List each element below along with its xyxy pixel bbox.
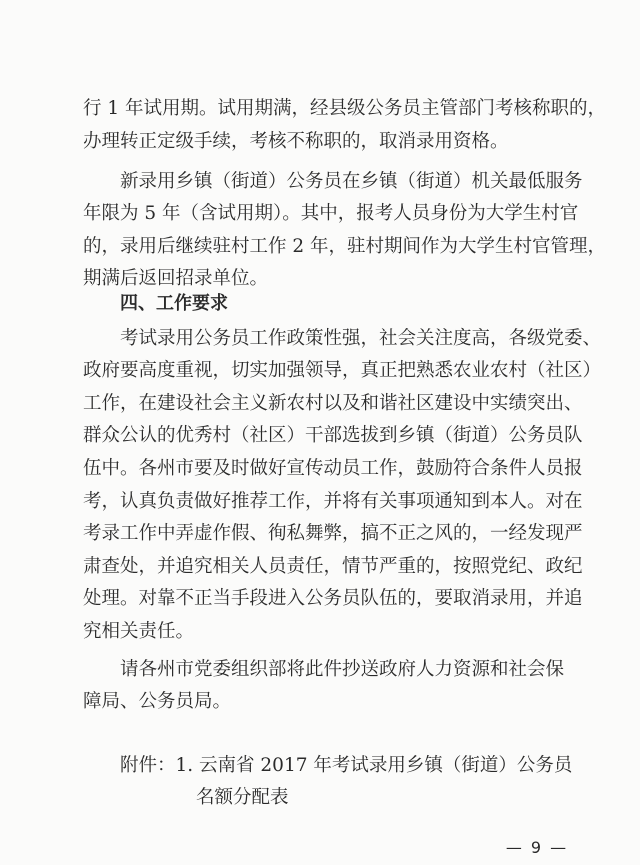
body-line: 新录用乡镇（街道）公务员在乡镇（街道）机关最低服务 [120,171,583,192]
body-line: 考，认真负责做好推荐工作，并将有关事项通知到本人。对在 [83,491,583,512]
body-line: 障局、公务员局。 [83,691,232,712]
body-line: 期满后返回招录单位。 [83,268,269,289]
body-line: 肃查处，并追究相关人员责任，情节严重的，按照党纪、政纪 [83,556,583,577]
section-heading: 四、工作要求 [120,293,228,314]
body-line: 政府要高度重视，切实加强领导，真正把熟悉农业农村（社区） [83,360,602,381]
attachment-line: 名额分配表 [196,787,289,808]
body-line: 行 1 年试用期。试用期满，经县级公务员主管部门考核称职的， [83,98,607,119]
page-number: — 9 — [505,838,569,857]
body-line: 的，录用后继续驻村工作 2 年，驻村期间作为大学生村官管理， [83,236,607,257]
body-line: 年限为 5 年（含试用期）。其中，报考人员身份为大学生村官 [83,203,579,224]
body-line: 群众公认的优秀村（社区）干部选拔到乡镇（街道）公务员队 [83,425,583,446]
body-line: 考试录用公务员工作政策性强，社会关注度高，各级党委、 [120,328,602,349]
body-line: 请各州市党委组织部将此件抄送政府人力资源和社会保 [120,659,565,680]
body-line: 究相关责任。 [83,621,195,642]
body-line: 伍中。各州市要及时做好宣传动员工作，鼓励符合条件人员报 [83,458,583,479]
body-line: 办理转正定级手续，考核不称职的，取消录用资格。 [83,131,509,152]
body-line: 工作，在建设社会主义新农村以及和谐社区建设中实绩突出、 [83,393,583,414]
attachment-line: 附件：1. 云南省 2017 年考试录用乡镇（街道）公务员 [120,755,573,776]
body-line: 处理。对靠不正当手段进入公务员队伍的，要取消录用，并追 [83,588,583,609]
body-line: 考录工作中弄虚作假、徇私舞弊，搞不正之风的，一经发现严 [83,523,583,544]
